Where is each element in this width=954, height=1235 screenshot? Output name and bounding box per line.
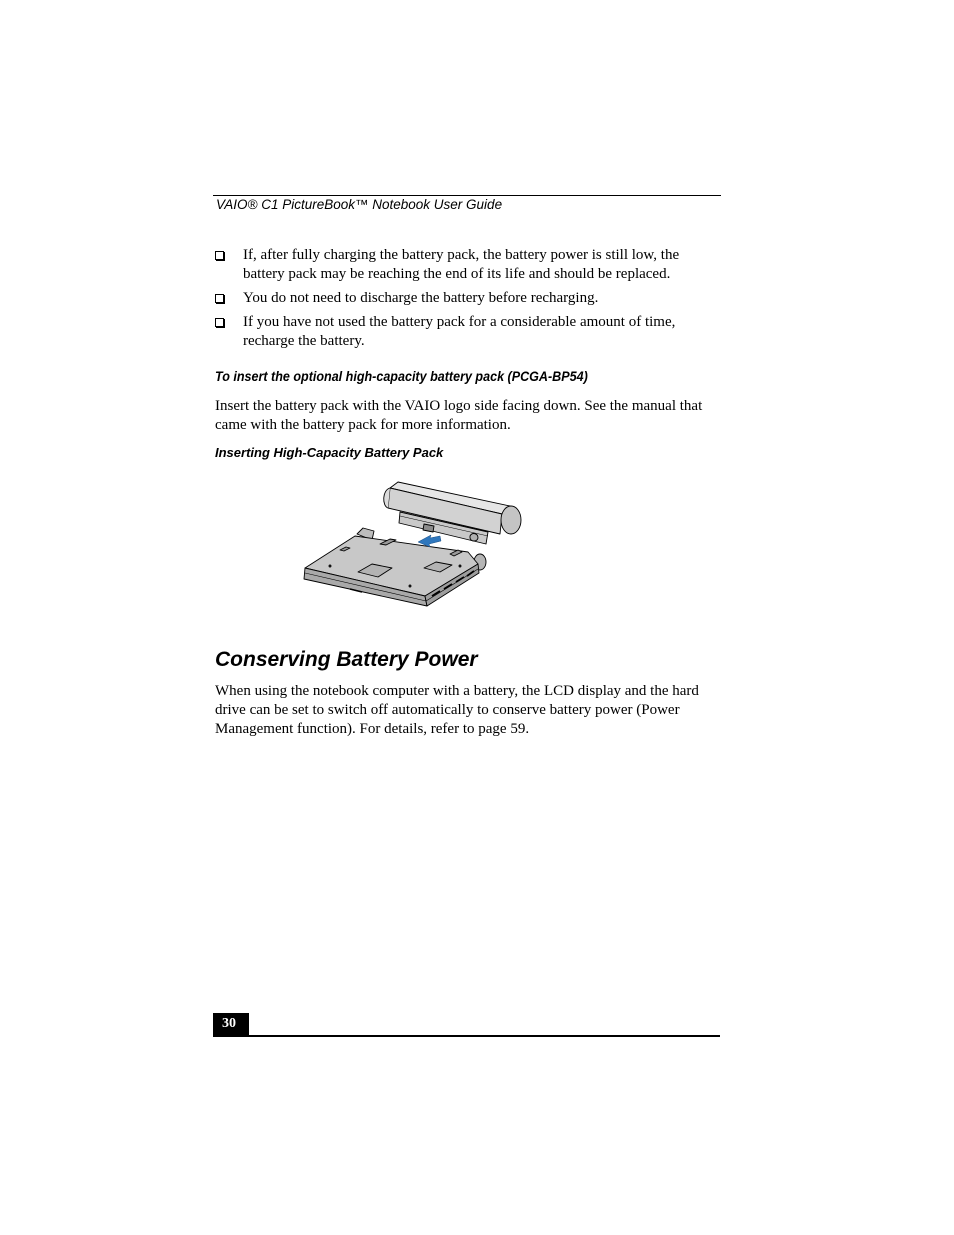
list-item-text: If, after fully charging the battery pack, the battery power is still low, the battery pack may be reaching the end of its life and should be replaced. (243, 247, 680, 282)
list-item (215, 246, 721, 284)
running-header-title: VAIO® C1 PictureBook™ Notebook User Guide (216, 197, 503, 212)
section-paragraph: When using the notebook computer with a battery, the LCD display and the hard drive can be set to switch off automatically to conserve battery power (Power Management function). For details, refer to page 59. (215, 683, 699, 737)
checkbox-bullet-icon (215, 294, 224, 303)
battery-pack-drawing (384, 482, 521, 544)
list-item (215, 313, 721, 351)
checkbox-bullet-icon (215, 318, 224, 327)
section-heading: Conserving Battery Power (215, 648, 478, 671)
tips-bullet-list (215, 246, 721, 356)
list-item (215, 289, 721, 308)
header-rule (213, 195, 721, 196)
procedure-heading: To insert the optional high-capacity battery pack (PCGA-BP54) (215, 369, 588, 384)
procedure-paragraph: Insert the battery pack with the VAIO logo side facing down. See the manual that came with the battery pack for more information. (215, 398, 703, 433)
page-number: 30 (213, 1013, 249, 1037)
notebook-bottom-drawing (304, 528, 486, 606)
list-item-text: If you have not used the battery pack for a considerable amount of time, recharge the battery. (243, 314, 676, 349)
list-item-text: You do not need to discharge the battery before recharging. (243, 290, 599, 306)
battery-insertion-illustration (300, 476, 530, 608)
checkbox-bullet-icon (215, 251, 224, 260)
footer-rule (213, 1035, 720, 1037)
figure-caption: Inserting High-Capacity Battery Pack (215, 445, 444, 460)
